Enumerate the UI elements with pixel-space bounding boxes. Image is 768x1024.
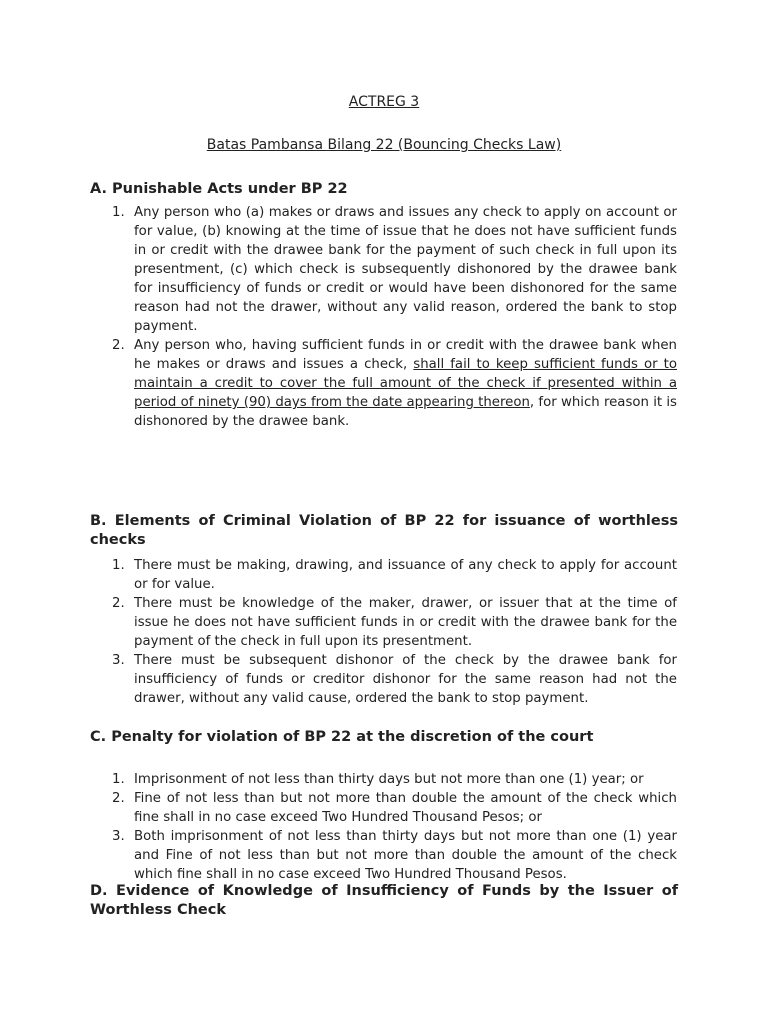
list-item	[112, 336, 678, 431]
list-item	[112, 789, 677, 827]
list-item-text: Any person who (a) makes or draws and issues any check to apply on account or for value, (b) knowing at the time of issue that he does not have sufficient funds in or credit with the drawee bank for the payment of such check in full upon its presentment, (c) which check is subsequently dishonored by the drawee bank for insufficiency of funds or credit or would have been dishonored for the same reason had not the drawer, without any valid reason, ordered the bank to stop payment.	[134, 205, 677, 334]
list-item-text: There must be knowledge of the maker, drawer, or issuer that at the time of issue he does not have sufficient funds in or credit with the drawee bank for the payment of the check in full upon its presentment.	[134, 596, 677, 649]
list-item-text: Imprisonment of not less than thirty days but not more than one (1) year; or	[134, 772, 644, 787]
list-item-number: 1.	[112, 205, 125, 220]
section-d-heading: D. Evidence of Knowledge of Insufficiency of Funds by the Issuer of Worthless Check	[90, 883, 678, 918]
list-item-text-before: Any person who, having sufficient funds in or credit with the drawee bank when he makes or draws and issues a check,	[134, 338, 677, 372]
section-b-heading: B. Elements of Criminal Violation of BP 22 for issuance of worthless checks	[90, 513, 678, 548]
list-item-text: There must be making, drawing, and issuance of any check to apply for account or for value.	[134, 558, 677, 592]
section-a-heading: A. Punishable Acts under BP 22	[90, 181, 348, 197]
list-item-number: 3.	[112, 653, 125, 668]
list-item-text: There must be subsequent dishonor of the check by the drawee bank for insufficiency of funds or creditor dishonor for the same reason had not the drawer, without any valid cause, ordered the bank to stop payment.	[134, 653, 677, 706]
section-c-heading: C. Penalty for violation of BP 22 at the discretion of the court	[90, 729, 594, 745]
list-item	[112, 556, 677, 594]
section-c-list	[112, 770, 677, 884]
list-item-number: 2.	[112, 596, 125, 611]
list-item-number: 3.	[112, 829, 125, 844]
list-item	[112, 827, 677, 884]
list-item	[112, 651, 677, 708]
list-item	[112, 770, 677, 789]
list-item-number: 1.	[112, 558, 125, 573]
list-item	[112, 203, 677, 336]
section-b-list	[112, 556, 677, 708]
document-subtitle: Batas Pambansa Bilang 22 (Bouncing Checks Law)	[206, 137, 562, 153]
list-item-text-after: , for which reason it is dishonored by the drawee bank.	[134, 395, 677, 429]
list-item-number: 2.	[112, 338, 125, 353]
list-item-text: Fine of not less than but not more than double the amount of the check which fine shall in no case exceed Two Hundred Thousand Pesos; or	[134, 791, 677, 825]
list-item	[112, 594, 677, 651]
list-item-text-underlined: shall fail to keep sufficient funds or to maintain a credit to cover the full amount of the check if presented within a period of ninety (90) days from the date appearing thereon	[134, 357, 678, 410]
section-a-list	[112, 203, 677, 431]
document-title: ACTREG 3	[348, 94, 420, 110]
list-item-number: 1.	[112, 772, 125, 787]
list-item-number: 2.	[112, 791, 125, 806]
list-item-text: Both imprisonment of not less than thirty days but not more than one (1) year and Fine of not less than but not more than double the amount of the check which fine shall in no case exceed Two Hundred Thousand Pesos.	[134, 829, 677, 882]
